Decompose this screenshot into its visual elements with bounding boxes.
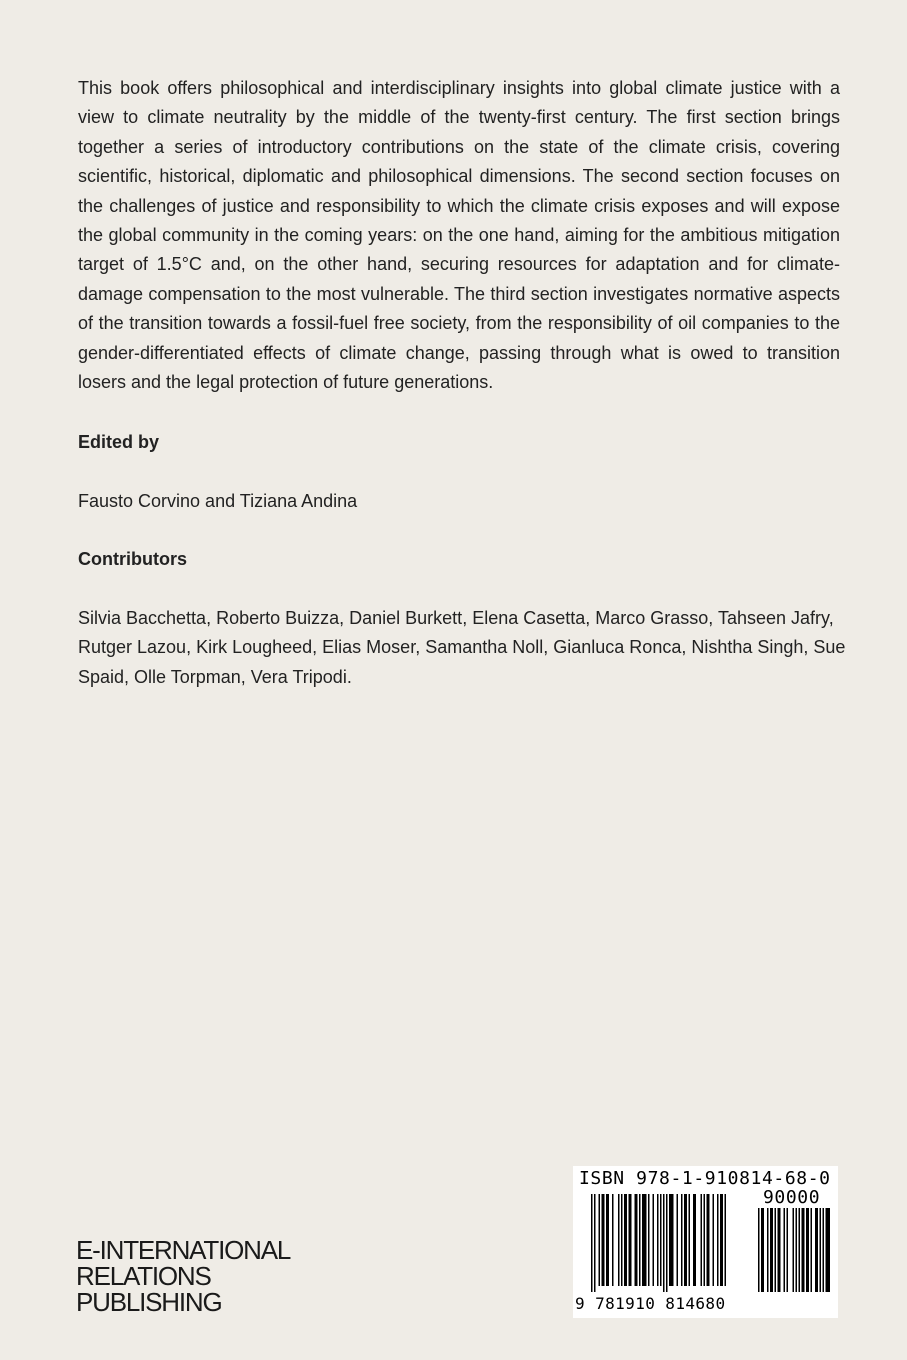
publisher-logo-line-1: E-INTERNATIONAL — [76, 1235, 291, 1265]
barcode-bar — [767, 1208, 769, 1292]
contributors-heading: Contributors — [78, 549, 187, 569]
barcode-bar — [677, 1194, 679, 1286]
barcode-bar — [624, 1194, 627, 1286]
barcode-bar — [793, 1208, 795, 1292]
barcode-bar — [612, 1194, 614, 1286]
barcode-bar — [689, 1194, 691, 1286]
barcode-bar — [811, 1208, 813, 1292]
isbn-label: ISBN 978-1-910814-68-0 — [579, 1168, 831, 1189]
barcode-bar — [815, 1208, 818, 1292]
ean-barcode-bars — [591, 1194, 741, 1292]
barcode-bar — [778, 1208, 781, 1292]
barcode-bar — [594, 1194, 596, 1292]
barcode-bar — [663, 1194, 665, 1292]
barcode-bar — [618, 1194, 620, 1286]
barcode-bar — [806, 1208, 809, 1292]
barcode-bar — [660, 1194, 662, 1286]
barcode-bar — [599, 1194, 601, 1286]
barcode-bar — [725, 1194, 727, 1286]
isbn-barcode — [573, 1166, 838, 1318]
barcode-bar — [704, 1194, 706, 1286]
edited-by-heading: Edited by — [78, 432, 160, 452]
addon-barcode-bars — [758, 1208, 830, 1292]
barcode-bar — [820, 1208, 822, 1292]
back-cover-blurb: This book offers philosophical and interdisciplinary insights into global climate justice with a view to climate neutrality by the middle of the twenty-first century. The first section brings together a series of introductory contributions on the state of the climate crisis, covering scientific, historical, diplomatic and philosophical dimensions. The second section focuses on the challenges of justice and responsibility to which the climate crisis exposes and will expose the global community in the coming years: on the one hand, aiming for the ambitious mitigation target of 1.5°C and, on the other hand, securing resources for adaptation and for climate-damage compensation to the most vulnerable. The third section investigates normative aspects of the transition towards a fossil-fuel free society, from the responsibility of oil companies to the gender-differentiated effects of climate change, passing through what is owed to transition losers and the legal protection of future generations. — [78, 78, 840, 393]
barcode-bar — [775, 1208, 777, 1292]
barcode-bar — [701, 1194, 703, 1286]
barcode-bar — [796, 1208, 798, 1292]
barcode-bar — [758, 1208, 760, 1292]
barcode-bar — [770, 1208, 773, 1292]
barcode-bar — [761, 1208, 764, 1292]
publisher-logo-line-3: PUBLISHING — [76, 1287, 222, 1317]
barcode-bar — [684, 1194, 687, 1286]
barcode-bar — [606, 1194, 609, 1286]
barcode-bar — [657, 1194, 659, 1286]
barcode-bar — [802, 1208, 805, 1292]
barcode-bar — [787, 1208, 789, 1292]
barcode-bar — [666, 1194, 668, 1292]
barcode-bar — [635, 1194, 638, 1286]
barcode-bar — [669, 1194, 674, 1286]
barcode-bar — [799, 1208, 801, 1292]
barcode-bar — [648, 1194, 650, 1286]
barcode-digits: 9 781910 814680 — [575, 1294, 726, 1313]
barcode-bar — [621, 1194, 623, 1286]
barcode-bar — [681, 1194, 683, 1286]
barcode-bar — [823, 1208, 825, 1292]
contributors-names: Silvia Bacchetta, Roberto Buizza, Daniel Burkett, Elena Casetta, Marco Grasso, Tahseen Jafry, Rutger Lazou, Kirk Lougheed, Elias Moser, Samantha Noll, Gianluca Ronca, Nishtha Singh, Sue Spaid, Olle Torpman, Vera Tripodi. — [78, 608, 846, 687]
barcode-bar — [713, 1194, 715, 1286]
barcode-bar — [653, 1194, 655, 1286]
barcode-bar — [629, 1194, 632, 1286]
editors-names: Fausto Corvino and Tiziana Andina — [78, 491, 358, 511]
publisher-logo — [76, 1237, 290, 1315]
barcode-bar — [642, 1194, 647, 1286]
barcode-bar — [591, 1194, 593, 1292]
price-code: 90000 — [763, 1187, 821, 1208]
barcode-bar — [707, 1194, 710, 1286]
barcode-bar — [602, 1194, 605, 1286]
barcode-bar — [826, 1208, 831, 1292]
barcode-bar — [693, 1194, 696, 1286]
publisher-logo-line-2: RELATIONS — [76, 1261, 211, 1291]
barcode-bar — [784, 1208, 786, 1292]
barcode-bar — [720, 1194, 723, 1286]
barcode-bar — [717, 1194, 719, 1286]
barcode-bar — [639, 1194, 641, 1286]
